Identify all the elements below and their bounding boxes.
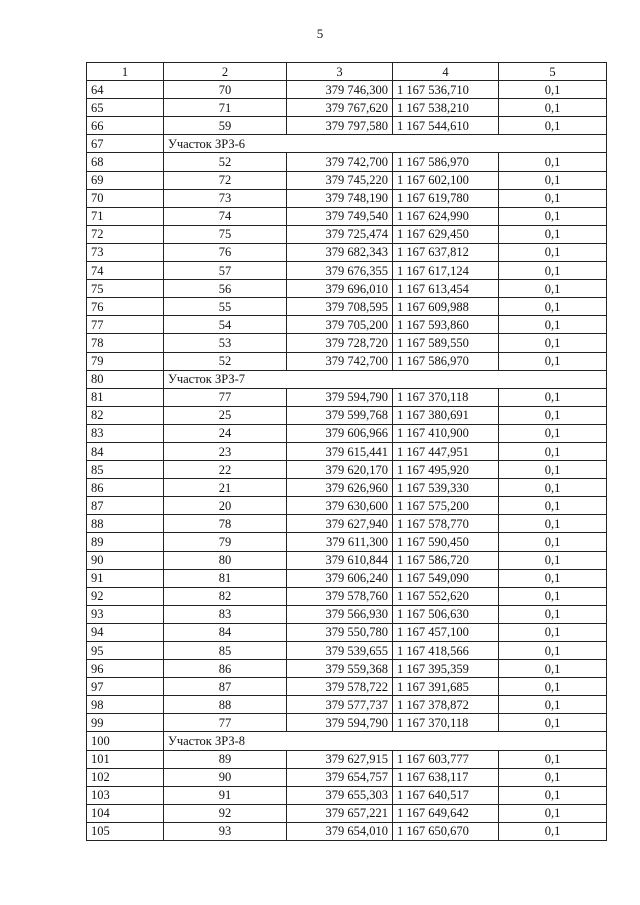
error-cell: 0,1	[499, 515, 607, 533]
table-row	[87, 442, 607, 460]
x-coordinate-cell: 379 676,355	[287, 262, 393, 280]
table-row	[87, 696, 607, 714]
row-number-cell: 102	[87, 768, 164, 786]
coordinates-table-body	[87, 63, 607, 841]
table-row	[87, 605, 607, 623]
y-coordinate-cell: 1 167 602,100	[393, 171, 499, 189]
point-number-cell: 75	[164, 225, 287, 243]
table-row	[87, 352, 607, 370]
y-coordinate-cell: 1 167 578,770	[393, 515, 499, 533]
error-cell: 0,1	[499, 714, 607, 732]
page-number: 5	[316, 26, 324, 41]
x-coordinate-cell: 379 696,010	[287, 280, 393, 298]
y-coordinate-cell: 1 167 629,450	[393, 225, 499, 243]
point-number-cell: 93	[164, 822, 287, 840]
x-coordinate-cell: 379 594,790	[287, 388, 393, 406]
y-coordinate-cell: 1 167 609,988	[393, 298, 499, 316]
point-number-cell: 71	[164, 99, 287, 117]
y-coordinate-cell: 1 167 370,118	[393, 388, 499, 406]
point-number-cell: 88	[164, 696, 287, 714]
table-row	[87, 316, 607, 334]
table-row	[87, 497, 607, 515]
x-coordinate-cell: 379 620,170	[287, 461, 393, 479]
point-number-cell: 22	[164, 461, 287, 479]
table-row	[87, 533, 607, 551]
y-coordinate-cell: 1 167 506,630	[393, 605, 499, 623]
error-cell: 0,1	[499, 406, 607, 424]
row-number-cell: 86	[87, 479, 164, 497]
table-row	[87, 786, 607, 804]
point-number-cell: 57	[164, 262, 287, 280]
y-coordinate-cell: 1 167 418,566	[393, 642, 499, 660]
y-coordinate-cell: 1 167 613,454	[393, 280, 499, 298]
table-row	[87, 804, 607, 822]
y-coordinate-cell: 1 167 457,100	[393, 623, 499, 641]
table-row	[87, 424, 607, 442]
column-header: 5	[499, 63, 607, 81]
y-coordinate-cell: 1 167 552,620	[393, 587, 499, 605]
table-row	[87, 750, 607, 768]
point-number-cell: 54	[164, 316, 287, 334]
row-number-cell: 97	[87, 678, 164, 696]
table-row	[87, 171, 607, 189]
error-cell: 0,1	[499, 660, 607, 678]
row-number-cell: 104	[87, 804, 164, 822]
row-number-cell: 87	[87, 497, 164, 515]
error-cell: 0,1	[499, 207, 607, 225]
section-row	[87, 135, 607, 153]
error-cell: 0,1	[499, 623, 607, 641]
x-coordinate-cell: 379 627,940	[287, 515, 393, 533]
table-row	[87, 623, 607, 641]
table-row	[87, 189, 607, 207]
y-coordinate-cell: 1 167 536,710	[393, 81, 499, 99]
row-number-cell: 74	[87, 262, 164, 280]
error-cell: 0,1	[499, 171, 607, 189]
x-coordinate-cell: 379 654,010	[287, 822, 393, 840]
point-number-cell: 86	[164, 660, 287, 678]
y-coordinate-cell: 1 167 590,450	[393, 533, 499, 551]
table-row	[87, 660, 607, 678]
point-number-cell: 72	[164, 171, 287, 189]
table-row	[87, 678, 607, 696]
row-number-cell: 69	[87, 171, 164, 189]
point-number-cell: 59	[164, 117, 287, 135]
row-number-cell: 81	[87, 388, 164, 406]
point-number-cell: 80	[164, 551, 287, 569]
y-coordinate-cell: 1 167 586,720	[393, 551, 499, 569]
error-cell: 0,1	[499, 81, 607, 99]
y-coordinate-cell: 1 167 589,550	[393, 334, 499, 352]
table-row	[87, 587, 607, 605]
section-row	[87, 370, 607, 388]
y-coordinate-cell: 1 167 640,517	[393, 786, 499, 804]
x-coordinate-cell: 379 606,240	[287, 569, 393, 587]
row-number-cell: 96	[87, 660, 164, 678]
coordinates-table	[86, 62, 607, 841]
point-number-cell: 70	[164, 81, 287, 99]
x-coordinate-cell: 379 610,844	[287, 551, 393, 569]
point-number-cell: 55	[164, 298, 287, 316]
error-cell: 0,1	[499, 99, 607, 117]
table-row	[87, 243, 607, 261]
column-header: 4	[393, 63, 499, 81]
row-number-cell: 76	[87, 298, 164, 316]
y-coordinate-cell: 1 167 410,900	[393, 424, 499, 442]
row-number-cell: 77	[87, 316, 164, 334]
column-header: 1	[87, 63, 164, 81]
error-cell: 0,1	[499, 786, 607, 804]
error-cell: 0,1	[499, 153, 607, 171]
x-coordinate-cell: 379 599,768	[287, 406, 393, 424]
x-coordinate-cell: 379 626,960	[287, 479, 393, 497]
y-coordinate-cell: 1 167 638,117	[393, 768, 499, 786]
y-coordinate-cell: 1 167 593,860	[393, 316, 499, 334]
row-number-cell: 71	[87, 207, 164, 225]
x-coordinate-cell: 379 630,600	[287, 497, 393, 515]
point-number-cell: 91	[164, 786, 287, 804]
row-number-cell: 99	[87, 714, 164, 732]
section-title-cell: Участок ЗРЗ-6	[164, 135, 607, 153]
y-coordinate-cell: 1 167 538,210	[393, 99, 499, 117]
point-number-cell: 20	[164, 497, 287, 515]
y-coordinate-cell: 1 167 649,642	[393, 804, 499, 822]
error-cell: 0,1	[499, 551, 607, 569]
point-number-cell: 52	[164, 153, 287, 171]
error-cell: 0,1	[499, 189, 607, 207]
y-coordinate-cell: 1 167 586,970	[393, 153, 499, 171]
error-cell: 0,1	[499, 569, 607, 587]
row-number-cell: 73	[87, 243, 164, 261]
x-coordinate-cell: 379 705,200	[287, 316, 393, 334]
point-number-cell: 74	[164, 207, 287, 225]
error-cell: 0,1	[499, 424, 607, 442]
error-cell: 0,1	[499, 533, 607, 551]
error-cell: 0,1	[499, 262, 607, 280]
row-number-cell: 65	[87, 99, 164, 117]
y-coordinate-cell: 1 167 380,691	[393, 406, 499, 424]
x-coordinate-cell: 379 725,474	[287, 225, 393, 243]
x-coordinate-cell: 379 615,441	[287, 442, 393, 460]
row-number-cell: 98	[87, 696, 164, 714]
error-cell: 0,1	[499, 822, 607, 840]
y-coordinate-cell: 1 167 370,118	[393, 714, 499, 732]
column-header: 2	[164, 63, 287, 81]
row-number-cell: 72	[87, 225, 164, 243]
y-coordinate-cell: 1 167 395,359	[393, 660, 499, 678]
x-coordinate-cell: 379 657,221	[287, 804, 393, 822]
y-coordinate-cell: 1 167 575,200	[393, 497, 499, 515]
section-title-cell: Участок ЗРЗ-7	[164, 370, 607, 388]
table-row	[87, 551, 607, 569]
row-number-cell: 78	[87, 334, 164, 352]
y-coordinate-cell: 1 167 378,872	[393, 696, 499, 714]
point-number-cell: 90	[164, 768, 287, 786]
y-coordinate-cell: 1 167 637,812	[393, 243, 499, 261]
point-number-cell: 82	[164, 587, 287, 605]
x-coordinate-cell: 379 566,930	[287, 605, 393, 623]
point-number-cell: 78	[164, 515, 287, 533]
error-cell: 0,1	[499, 479, 607, 497]
error-cell: 0,1	[499, 334, 607, 352]
row-number-cell: 68	[87, 153, 164, 171]
table-row	[87, 406, 607, 424]
y-coordinate-cell: 1 167 624,990	[393, 207, 499, 225]
x-coordinate-cell: 379 745,220	[287, 171, 393, 189]
row-number-cell: 79	[87, 352, 164, 370]
x-coordinate-cell: 379 682,343	[287, 243, 393, 261]
y-coordinate-cell: 1 167 617,124	[393, 262, 499, 280]
row-number-cell: 75	[87, 280, 164, 298]
x-coordinate-cell: 379 606,966	[287, 424, 393, 442]
y-coordinate-cell: 1 167 391,685	[393, 678, 499, 696]
x-coordinate-cell: 379 539,655	[287, 642, 393, 660]
x-coordinate-cell: 379 559,368	[287, 660, 393, 678]
row-number-cell: 100	[87, 732, 164, 750]
table-row	[87, 81, 607, 99]
x-coordinate-cell: 379 654,757	[287, 768, 393, 786]
table-row	[87, 99, 607, 117]
point-number-cell: 87	[164, 678, 287, 696]
table-row	[87, 262, 607, 280]
x-coordinate-cell: 379 627,915	[287, 750, 393, 768]
point-number-cell: 25	[164, 406, 287, 424]
error-cell: 0,1	[499, 243, 607, 261]
y-coordinate-cell: 1 167 539,330	[393, 479, 499, 497]
row-number-cell: 66	[87, 117, 164, 135]
table-row	[87, 153, 607, 171]
row-number-cell: 93	[87, 605, 164, 623]
column-header: 3	[287, 63, 393, 81]
table-row	[87, 207, 607, 225]
error-cell: 0,1	[499, 678, 607, 696]
row-number-cell: 101	[87, 750, 164, 768]
x-coordinate-cell: 379 797,580	[287, 117, 393, 135]
row-number-cell: 95	[87, 642, 164, 660]
row-number-cell: 92	[87, 587, 164, 605]
y-coordinate-cell: 1 167 544,610	[393, 117, 499, 135]
x-coordinate-cell: 379 578,722	[287, 678, 393, 696]
y-coordinate-cell: 1 167 619,780	[393, 189, 499, 207]
table-row	[87, 280, 607, 298]
point-number-cell: 24	[164, 424, 287, 442]
error-cell: 0,1	[499, 642, 607, 660]
table-row	[87, 569, 607, 587]
row-number-cell: 70	[87, 189, 164, 207]
point-number-cell: 77	[164, 714, 287, 732]
x-coordinate-cell: 379 655,303	[287, 786, 393, 804]
table-row	[87, 388, 607, 406]
y-coordinate-cell: 1 167 447,951	[393, 442, 499, 460]
y-coordinate-cell: 1 167 549,090	[393, 569, 499, 587]
point-number-cell: 76	[164, 243, 287, 261]
row-number-cell: 90	[87, 551, 164, 569]
error-cell: 0,1	[499, 750, 607, 768]
row-number-cell: 67	[87, 135, 164, 153]
table-row	[87, 117, 607, 135]
point-number-cell: 84	[164, 623, 287, 641]
error-cell: 0,1	[499, 587, 607, 605]
error-cell: 0,1	[499, 442, 607, 460]
error-cell: 0,1	[499, 605, 607, 623]
point-number-cell: 52	[164, 352, 287, 370]
error-cell: 0,1	[499, 316, 607, 334]
error-cell: 0,1	[499, 497, 607, 515]
table-row	[87, 714, 607, 732]
point-number-cell: 83	[164, 605, 287, 623]
x-coordinate-cell: 379 577,737	[287, 696, 393, 714]
table-row	[87, 515, 607, 533]
point-number-cell: 85	[164, 642, 287, 660]
y-coordinate-cell: 1 167 586,970	[393, 352, 499, 370]
table-row	[87, 461, 607, 479]
row-number-cell: 84	[87, 442, 164, 460]
x-coordinate-cell: 379 578,760	[287, 587, 393, 605]
point-number-cell: 73	[164, 189, 287, 207]
point-number-cell: 79	[164, 533, 287, 551]
table-row	[87, 642, 607, 660]
x-coordinate-cell: 379 767,620	[287, 99, 393, 117]
table-row	[87, 225, 607, 243]
row-number-cell: 94	[87, 623, 164, 641]
point-number-cell: 81	[164, 569, 287, 587]
y-coordinate-cell: 1 167 495,920	[393, 461, 499, 479]
point-number-cell: 53	[164, 334, 287, 352]
row-number-cell: 64	[87, 81, 164, 99]
point-number-cell: 23	[164, 442, 287, 460]
error-cell: 0,1	[499, 280, 607, 298]
error-cell: 0,1	[499, 352, 607, 370]
x-coordinate-cell: 379 611,300	[287, 533, 393, 551]
row-number-cell: 80	[87, 370, 164, 388]
error-cell: 0,1	[499, 298, 607, 316]
table-row	[87, 334, 607, 352]
point-number-cell: 92	[164, 804, 287, 822]
error-cell: 0,1	[499, 117, 607, 135]
x-coordinate-cell: 379 708,595	[287, 298, 393, 316]
row-number-cell: 83	[87, 424, 164, 442]
row-number-cell: 105	[87, 822, 164, 840]
x-coordinate-cell: 379 749,540	[287, 207, 393, 225]
error-cell: 0,1	[499, 388, 607, 406]
table-header-row	[87, 63, 607, 81]
table-row	[87, 479, 607, 497]
section-title-cell: Участок ЗРЗ-8	[164, 732, 607, 750]
error-cell: 0,1	[499, 768, 607, 786]
x-coordinate-cell: 379 746,300	[287, 81, 393, 99]
row-number-cell: 89	[87, 533, 164, 551]
point-number-cell: 89	[164, 750, 287, 768]
table-row	[87, 298, 607, 316]
error-cell: 0,1	[499, 696, 607, 714]
x-coordinate-cell: 379 594,790	[287, 714, 393, 732]
x-coordinate-cell: 379 550,780	[287, 623, 393, 641]
section-row	[87, 732, 607, 750]
x-coordinate-cell: 379 748,190	[287, 189, 393, 207]
x-coordinate-cell: 379 742,700	[287, 352, 393, 370]
x-coordinate-cell: 379 742,700	[287, 153, 393, 171]
point-number-cell: 77	[164, 388, 287, 406]
row-number-cell: 88	[87, 515, 164, 533]
error-cell: 0,1	[499, 461, 607, 479]
error-cell: 0,1	[499, 804, 607, 822]
row-number-cell: 82	[87, 406, 164, 424]
y-coordinate-cell: 1 167 603,777	[393, 750, 499, 768]
error-cell: 0,1	[499, 225, 607, 243]
x-coordinate-cell: 379 728,720	[287, 334, 393, 352]
table-row	[87, 822, 607, 840]
y-coordinate-cell: 1 167 650,670	[393, 822, 499, 840]
row-number-cell: 91	[87, 569, 164, 587]
point-number-cell: 56	[164, 280, 287, 298]
table-row	[87, 768, 607, 786]
row-number-cell: 85	[87, 461, 164, 479]
row-number-cell: 103	[87, 786, 164, 804]
point-number-cell: 21	[164, 479, 287, 497]
